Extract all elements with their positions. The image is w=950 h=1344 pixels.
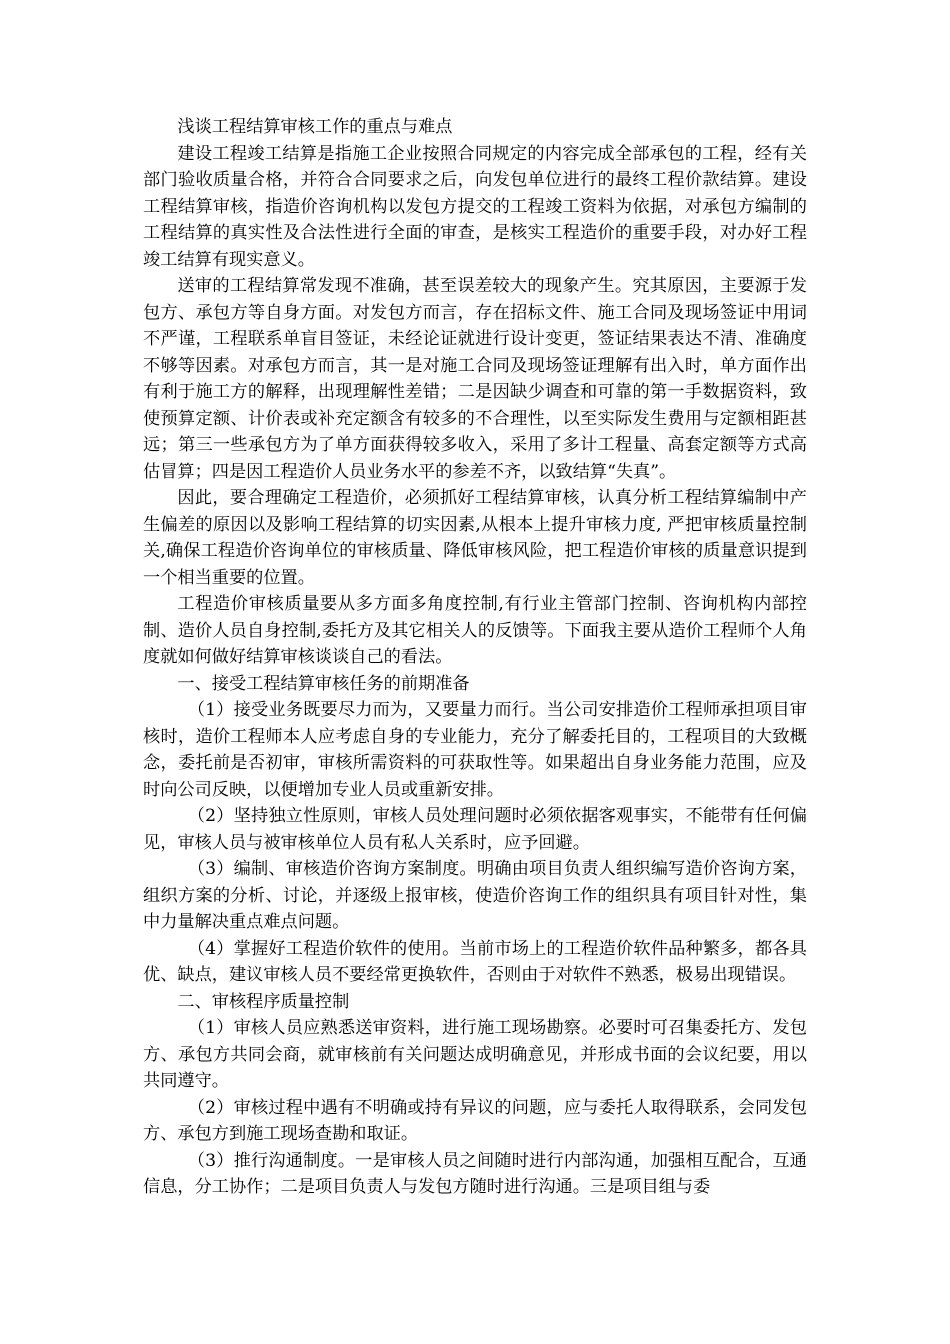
document-page bbox=[143, 114, 807, 1201]
paragraph: 工程造价审核质量要从多方面多角度控制,有行业主管部门控制、咨询机构内部控制、造价人员自身控制,委托方及其它相关人的反馈等。下面我主要从造价工程师个人角度就如何做好结算审核谈谈自己的看法。 bbox=[143, 594, 807, 667]
list-item: （3）推行沟通制度。一是审核人员之间随时进行内部沟通，加强相互配合，互通信息，分工协作；二是项目负责人与发包方随时进行沟通。三是项目组与委 bbox=[143, 1150, 807, 1197]
paragraph: 因此，要合理确定工程造价，必须抓好工程结算审核，认真分析工程结算编制中产生偏差的原因以及影响工程结算的切实因素,从根本上提升审核力度, 严把审核质量控制关,确保工程造价咨询单位的审核质量、降低审核风险，把工程造价审核的质量意识提到一个相当重要的位置。 bbox=[143, 488, 807, 588]
list-item: （1）接受业务既要尽力而为，又要量力而行。当公司安排造价工程师承担项目审核时，造价工程师本人应考虑自身的专业能力，充分了解委托目的，工程项目的大致概念，委托前是否初审，审核所需资料的可获取性等。如果超出自身业务能力范围，应及时向公司反映，以便增加专业人员或重新安排。 bbox=[143, 700, 807, 800]
section-heading: 二、审核程序质量控制 bbox=[177, 991, 350, 1012]
paragraph: 送审的工程结算常发现不准确，甚至误差较大的现象产生。究其原因，主要源于发包方、承包方等自身方面。对发包方而言，存在招标文件、施工合同及现场签证中用词不严谨，工程联系单盲目签证，未经论证就进行设计变更，签证结果表达不清、准确度不够等因素。对承包方而言，其一是对施工合同及现场签证理解有出入时，单方面作出有利于施工方的解释，出现理解性差错；二是因缺少调查和可靠的第一手数据资料，致使预算定额、计价表或补充定额含有较多的不合理性，以至实际发生费用与定额相距甚远；第三一些承包方为了单方面获得较多收入，采用了多计工程量、高套定额等方式高估冒算；四是因工程造价人员业务水平的参差不齐，以致结算“失真”。 bbox=[143, 276, 807, 482]
list-item: （2）坚持独立性原则，审核人员处理问题时必须依据客观事实，不能带有任何偏见，审核人员与被审核单位人员有私人关系时，应予回避。 bbox=[143, 806, 807, 853]
list-item: （2）审核过程中遇有不明确或持有异议的问题，应与委托人取得联系，会同发包方、承包方到施工现场查勘和取证。 bbox=[143, 1097, 807, 1144]
document-title: 浅谈工程结算审核工作的重点与难点 bbox=[177, 117, 453, 137]
paragraph: 建设工程竣工结算是指施工企业按照合同规定的内容完成全部承包的工程，经有关部门验收质量合格，并符合合同要求之后，向发包单位进行的最终工程价款结算。建设工程结算审核，指造价咨询机构以发包方提交的工程竣工资料为依据，对承包方编制的工程结算的真实性及合法性进行全面的审查，是核实工程造价的重要手段，对办好工程竣工结算有现实意义。 bbox=[143, 143, 807, 270]
list-item: （3）编制、审核造价咨询方案制度。明确由项目负责人组织编写造价咨询方案，组织方案的分析、讨论，并逐级上报审核，使造价咨询工作的组织具有项目针对性，集中力量解决重点难点问题。 bbox=[143, 859, 807, 932]
list-item: （4）掌握好工程造价软件的使用。当前市场上的工程造价软件品种繁多，都各具优、缺点，建议审核人员不要经常更换软件，否则由于对软件不熟悉，极易出现错误。 bbox=[143, 938, 807, 985]
list-item: （1）审核人员应熟悉送审资料，进行施工现场勘察。必要时可召集委托方、发包方、承包方共同会商，就审核前有关问题达成明确意见，并形成书面的会议纪要，用以共同遵守。 bbox=[143, 1018, 807, 1091]
section-heading: 一、接受工程结算审核任务的前期准备 bbox=[177, 673, 470, 694]
